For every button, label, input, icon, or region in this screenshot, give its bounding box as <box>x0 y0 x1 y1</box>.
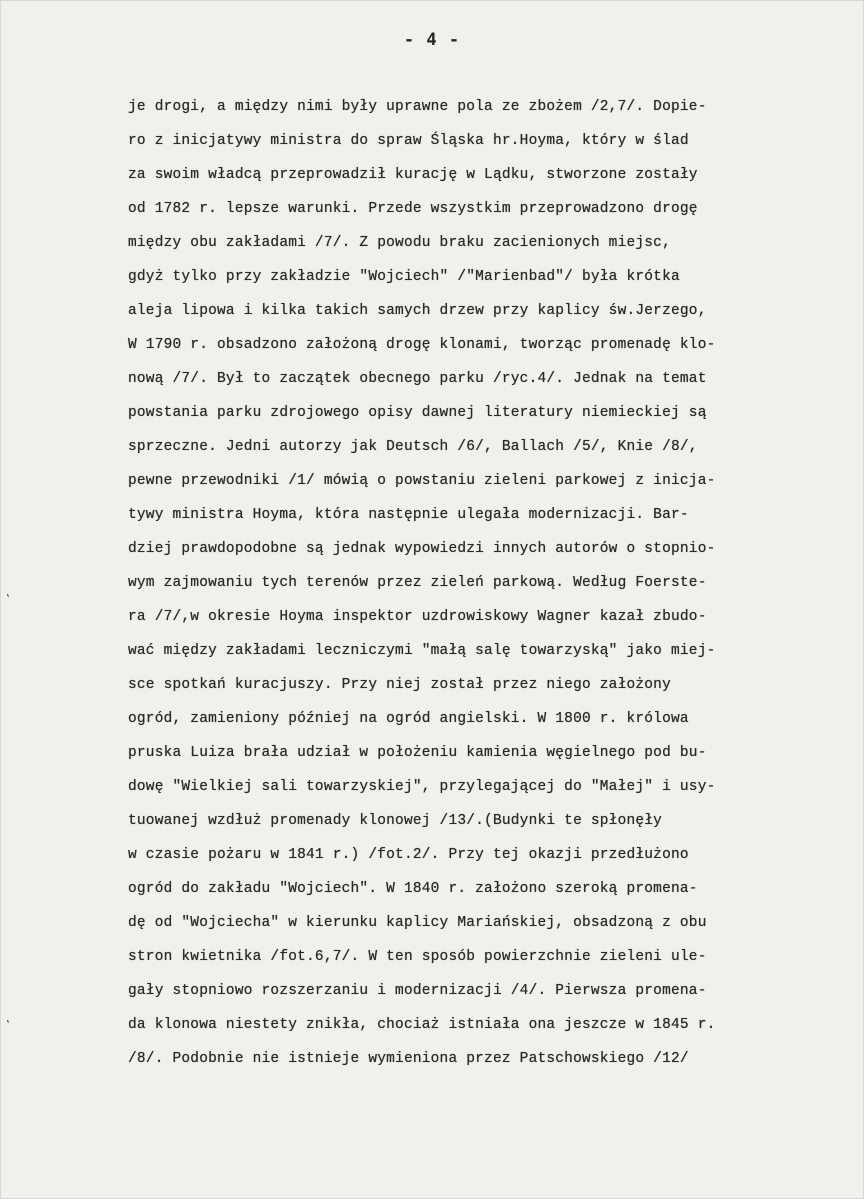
text-line: od 1782 r. lepsze warunki. Przede wszystkim przeprowadzono drogę <box>128 201 698 217</box>
text-line: między obu zakładami /7/. Z powodu braku zacienionych miejsc, <box>128 235 671 251</box>
text-line: ra /7/,w okresie Hoyma inspektor uzdrowiskowy Wagner kazał zbudo- <box>128 609 707 625</box>
text-line: nową /7/. Był to zaczątek obecnego parku /ryc.4/. Jednak na temat <box>128 371 707 387</box>
margin-mark: ‛ <box>6 1018 10 1032</box>
text-line: gały stopniowo rozszerzaniu i modernizacji /4/. Pierwsza promena- <box>128 983 707 999</box>
text-line: /8/. Podobnie nie istnieje wymieniona przez Patschowskiego /12/ <box>128 1051 689 1067</box>
page-number: - 4 - <box>403 30 461 50</box>
text-line: dę od "Wojciecha" w kierunku kaplicy Mariańskiej, obsadzoną z obu <box>128 915 707 931</box>
text-line: tywy ministra Hoyma, która następnie ulegała modernizacji. Bar- <box>128 507 689 523</box>
text-line: dziej prawdopodobne są jednak wypowiedzi innych autorów o stopnio- <box>128 541 716 557</box>
text-line: w czasie pożaru w 1841 r.) /fot.2/. Przy tej okazji przedłużono <box>128 847 689 863</box>
text-line: pewne przewodniki /1/ mówią o powstaniu zieleni parkowej z inicja- <box>128 473 716 489</box>
text-line: pruska Luiza brała udział w położeniu kamienia węgielnego pod bu- <box>128 745 707 761</box>
text-line: za swoim władcą przeprowadził kurację w Lądku, stworzone zostały <box>128 167 698 183</box>
text-line: gdyż tylko przy zakładzie "Wojciech" /"Marienbad"/ była krótka <box>128 269 680 285</box>
text-line: sprzeczne. Jedni autorzy jak Deutsch /6/, Ballach /5/, Knie /8/, <box>128 439 698 455</box>
text-line: aleja lipowa i kilka takich samych drzew przy kaplicy św.Jerzego, <box>128 303 707 319</box>
margin-mark: ‛ <box>6 592 10 606</box>
text-line: tuowanej wzdłuż promenady klonowej /13/.(Budynki te spłonęły <box>128 813 663 829</box>
text-line: wać między zakładami leczniczymi "małą salę towarzyską" jako miej- <box>128 643 716 659</box>
text-line: W 1790 r. obsadzono założoną drogę klonami, tworząc promenadę klo- <box>128 337 716 353</box>
text-line: ogród do zakładu "Wojciech". W 1840 r. założono szeroką promena- <box>128 881 698 897</box>
text-line: da klonowa niestety znikła, chociaż istniała ona jeszcze w 1845 r. <box>128 1017 716 1033</box>
text-line: sce spotkań kuracjuszy. Przy niej został przez niego założony <box>128 677 671 693</box>
text-line: stron kwietnika /fot.6,7/. W ten sposób powierzchnie zieleni ule- <box>128 949 707 965</box>
text-line: dowę "Wielkiej sali towarzyskiej", przylegającej do "Małej" i usy- <box>128 779 716 795</box>
body-text <box>128 90 848 1076</box>
text-line: ogród, zamieniony później na ogród angielski. W 1800 r. królowa <box>128 711 689 727</box>
text-line: je drogi, a między nimi były uprawne pola ze zbożem /2,7/. Dopie- <box>128 99 707 115</box>
text-line: ro z inicjatywy ministra do spraw Śląska hr.Hoyma, który w ślad <box>128 133 689 149</box>
text-line: powstania parku zdrojowego opisy dawnej literatury niemieckiej są <box>128 405 707 421</box>
text-line: wym zajmowaniu tych terenów przez zieleń parkową. Według Foerste- <box>128 575 707 591</box>
